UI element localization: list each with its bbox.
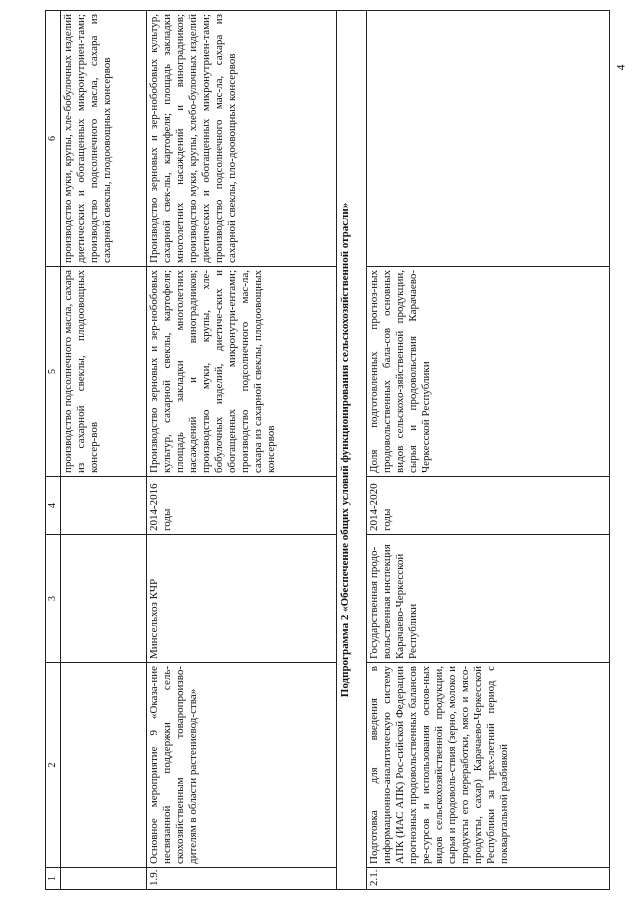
cell-indicator: Доля подготовленных прогноз-ных продовольственных бала-сов основных видов сельскохо-зяйственной продукции, сырья и продовольствия Карачаево-Черкесской Республики (366, 267, 609, 477)
cell-result: Производство зерновых и зер-нобобовых культур, сахарной свек-лы, картофеля; площадь закладки многолетних насаждений и виноградников; производство муки, крупы, хлебо-булочных изделий диетических и обогащенных микронутриен-тами; производство подсолнечного мас-ла, сахара из сахарной свеклы, пло-доовощных консервов (147, 11, 337, 267)
cell-empty (61, 663, 147, 868)
cell-executor: Государственная продо-вольственная инспекция Карачаево-Черкесской Республики (366, 535, 609, 663)
cell-empty (61, 477, 147, 535)
cell-result (366, 11, 609, 267)
table-row (366, 11, 609, 890)
rotated-table-page (45, 10, 610, 890)
table-header-row (46, 11, 61, 890)
table-row (147, 11, 337, 890)
cell-executor: Минсельхоз КЧР (147, 535, 337, 663)
cell-empty (61, 535, 147, 663)
header-cell: 5 (46, 267, 61, 477)
page-number: 4 (613, 64, 628, 71)
header-cell: 6 (46, 11, 61, 267)
cell-indicator: производство подсолнечного масла, сахара из сахарной свеклы, плодоовощных консер-вов (61, 267, 147, 477)
cell-empty (61, 868, 147, 890)
cell-measure-name: Основное мероприятие 9 «Оказа-ние несвязанной поддержки сель-скохозяйственным товаропроизво-дителям в области растениевод-ства» (147, 663, 337, 868)
cell-measure-name: Подготовка для введения в информационно-аналитическую систему АПК (ИАС АПК) Рос-сийской Федерации прогнозных продовольственных балансов ре-сурсов и использования основ-ных видов сельскохозяйственной продукции, сырья и продоволь-ствия (зерно, молоко и продукты его переработки, мясо и мясо-продукты, сахар) Карачаево-Черкесской Республики за трех-летний период с поквартальной разбивкой (366, 663, 609, 868)
cell-result: производство муки, крупы, хле-бобулочных изделий диетических и обогащенных микронутриен-тами; производство подсолнечного масла, сахара из сахарной свеклы, плодоовощных консервов (61, 11, 147, 267)
header-cell: 3 (46, 535, 61, 663)
measures-table (45, 10, 610, 890)
cell-period: 2014-2016 годы (147, 477, 337, 535)
table-row-continuation (61, 11, 147, 890)
cell-indicator: Производство зерновых и зер-нобобовых культур, сахарной свеклы, картофеля; площадь закладки многолетних насаждений и виноградников; производство муки, крупы, хле-бобулочных изделий, диетиче-ских и обогащенных микронутри-ентами; производство подсолнечного мас-ла, сахара из сахарной свеклы, плодоовощных консервов (147, 267, 337, 477)
header-cell: 2 (46, 663, 61, 868)
cell-period: 2014-2020 годы (366, 477, 609, 535)
subprogram-title: Подпрограмма 2 «Обеспечение общих условий функционирования сельскохозяйственной отрасли» (337, 11, 367, 890)
cell-number: 2.1. (366, 868, 609, 890)
subprogram-row (337, 11, 367, 890)
cell-number: 1.9. (147, 868, 337, 890)
header-cell: 4 (46, 477, 61, 535)
header-cell: 1 (46, 868, 61, 890)
